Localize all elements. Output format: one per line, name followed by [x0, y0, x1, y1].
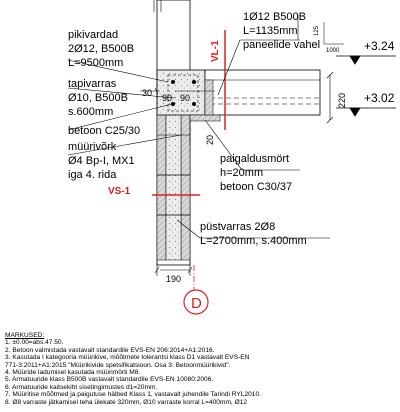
label-muurivork-1: müürivõrk — [68, 141, 117, 153]
label-muurivork-3: iga 4. rida — [68, 169, 117, 181]
section-vl-top: VL-1 — [210, 40, 221, 62]
note-item: 3. Kasutada I kategooria müürikive, mõõtmete tolerantsi klass D1 vastavalt EVS-EN — [5, 354, 250, 362]
note-item: 5. Armatuuride klass B500B vastavalt standardile EVS-EN 10080:2006. — [5, 376, 214, 384]
label-paigaldusmort-2: h=20mm — [220, 167, 264, 179]
level-lower: +3.02 — [364, 91, 395, 105]
level-upper: +3.24 — [364, 39, 395, 53]
section-vs-left: VS-1 — [108, 186, 131, 197]
label-paneelid-2: L=1135mm — [243, 25, 298, 37]
label-pustvarras-2: L=2700mm, s.400mm — [200, 235, 307, 247]
note-item: 2. Betoon valmistada vastavalt standardile EVS-EN 206:2014+A1:2016. — [5, 346, 215, 354]
scale-top: 125 — [314, 25, 320, 36]
label-muurivork-2: Ø4 Bp-I, MX1 — [68, 155, 135, 167]
dim-220: 220 — [337, 92, 347, 108]
label-betoon: betoon C25/30 — [68, 125, 141, 137]
note-item: 6. Armatuuride kaitsekiht sisetingimustes d1=20mm. — [5, 383, 158, 391]
label-paigaldusmort-1: paigaldusmört — [220, 153, 290, 165]
note-item: 8. Ø8 varraste jätkamisel teha ülekate 320mm, Ø10 varraste korral L=400mm, Ø12 — [5, 398, 248, 406]
dim-90-left: 90 — [162, 93, 173, 103]
label-paneelid-3: paneelide vahel — [243, 39, 321, 51]
notes-block — [5, 332, 397, 406]
note-item: 7. Müüritise mõõtmed ja paigutuse hälbed Klass 1, vastavalt juhendile Tarindi RYL2010. — [5, 391, 261, 399]
label-pikivardad-3: L=9500mm — [68, 57, 124, 69]
dim-30: 30 — [142, 88, 153, 98]
label-pustvarras-1: püstvarras 2Ø8 — [200, 221, 276, 233]
dim-20: 20 — [205, 134, 215, 145]
note-item: 4. Müüride ladumisel kasutada müürimörti M8. — [5, 369, 141, 377]
label-tapivarras-3: s.600mm — [68, 106, 114, 118]
label-paigaldusmort-3: betoon C30/37 — [220, 181, 293, 193]
label-tapivarras-2: Ø10, B500B — [68, 92, 128, 104]
dim-190: 190 — [166, 274, 182, 284]
label-pikivardad-1: pikivardad — [68, 29, 119, 41]
label-pikivardad-2: 2Ø12, B500B — [68, 43, 135, 55]
label-tapivarras-1: tapivarras — [68, 78, 117, 90]
note-item: 1. ±0.00=abs.47.50. — [5, 339, 64, 347]
axis-label: D — [191, 295, 202, 312]
notes-title: MÄRKUSED: — [5, 332, 45, 339]
dim-90-right: 90 — [180, 93, 191, 103]
scale-bottom: 1000 — [326, 48, 340, 54]
hollow-core-slab — [190, 70, 320, 121]
masonry-wall — [154, 0, 190, 265]
note-item: 771-3:2011+A1:2015 "Müürikivide spetsifikatsioon. Osa 3: Betoonmüürikivid". — [5, 361, 231, 369]
label-paneelid-1: 1Ø12 B500B — [243, 11, 306, 23]
